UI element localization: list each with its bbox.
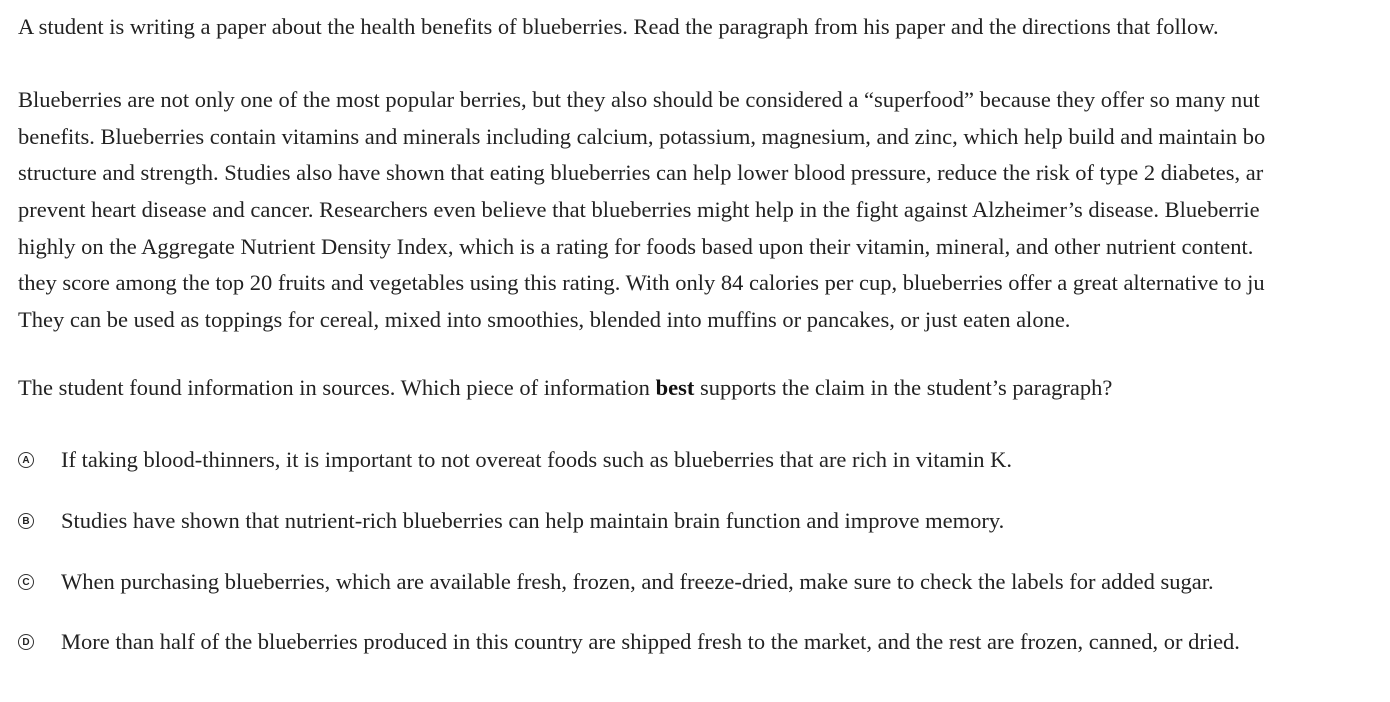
answer-option-b[interactable] xyxy=(18,506,1004,536)
option-b-radio[interactable]: B xyxy=(18,513,34,529)
paragraph-line: structure and strength. Studies also have shown that eating blueberries can help lower blood pressure, reduce the risk of type 2 diabetes, ar xyxy=(18,160,1264,186)
student-paragraph xyxy=(18,82,1265,339)
paragraph-line: They can be used as toppings for cereal, mixed into smoothies, blended into muffins or pancakes, or just eaten alone. xyxy=(18,307,1071,333)
option-c-radio[interactable]: C xyxy=(18,574,34,590)
question-text-end: supports the claim in the student’s paragraph? xyxy=(694,375,1113,400)
paragraph-line: prevent heart disease and cancer. Researchers even believe that blueberries might help in the fight against Alzheimer’s disease. Blueberrie xyxy=(18,197,1260,223)
answer-option-a[interactable] xyxy=(18,445,1012,475)
question-text-start: The student found information in sources. Which piece of information xyxy=(18,375,656,400)
option-a-text: If taking blood-thinners, it is important to not overeat foods such as blueberries that are rich in vitamin K. xyxy=(61,447,1013,472)
paragraph-line: highly on the Aggregate Nutrient Density Index, which is a rating for foods based upon their vitamin, mineral, and other nutrient content. xyxy=(18,233,1254,259)
option-a-radio[interactable]: A xyxy=(18,452,34,468)
paragraph-line: benefits. Blueberries contain vitamins and minerals including calcium, potassium, magnesium, and zinc, which help build and maintain bo xyxy=(18,123,1266,149)
option-d-text: More than half of the blueberries produced in this country are shipped fresh to the market, and the rest are frozen, canned, or dried. xyxy=(61,629,1240,654)
question-prompt xyxy=(18,373,1112,403)
question-emphasis: best xyxy=(655,375,695,400)
answer-option-d[interactable] xyxy=(18,627,1240,657)
option-c-text: When purchasing blueberries, which are available fresh, frozen, and freeze-dried, make sure to check the labels for added sugar. xyxy=(61,569,1214,594)
answer-option-c[interactable] xyxy=(18,567,1214,597)
paragraph-line: Blueberries are not only one of the most popular berries, but they also should be considered a “superfood” because they offer so many nut xyxy=(18,87,1260,112)
paragraph-line: they score among the top 20 fruits and vegetables using this rating. With only 84 calories per cup, blueberries offer a great alternative to ju xyxy=(18,270,1265,296)
option-b-text: Studies have shown that nutrient-rich blueberries can help maintain brain function and improve memory. xyxy=(61,508,1005,533)
option-d-radio[interactable]: D xyxy=(18,634,34,650)
directions-text: A student is writing a paper about the health benefits of blueberries. Read the paragraph from his paper and the directions that follow. xyxy=(18,14,1219,39)
